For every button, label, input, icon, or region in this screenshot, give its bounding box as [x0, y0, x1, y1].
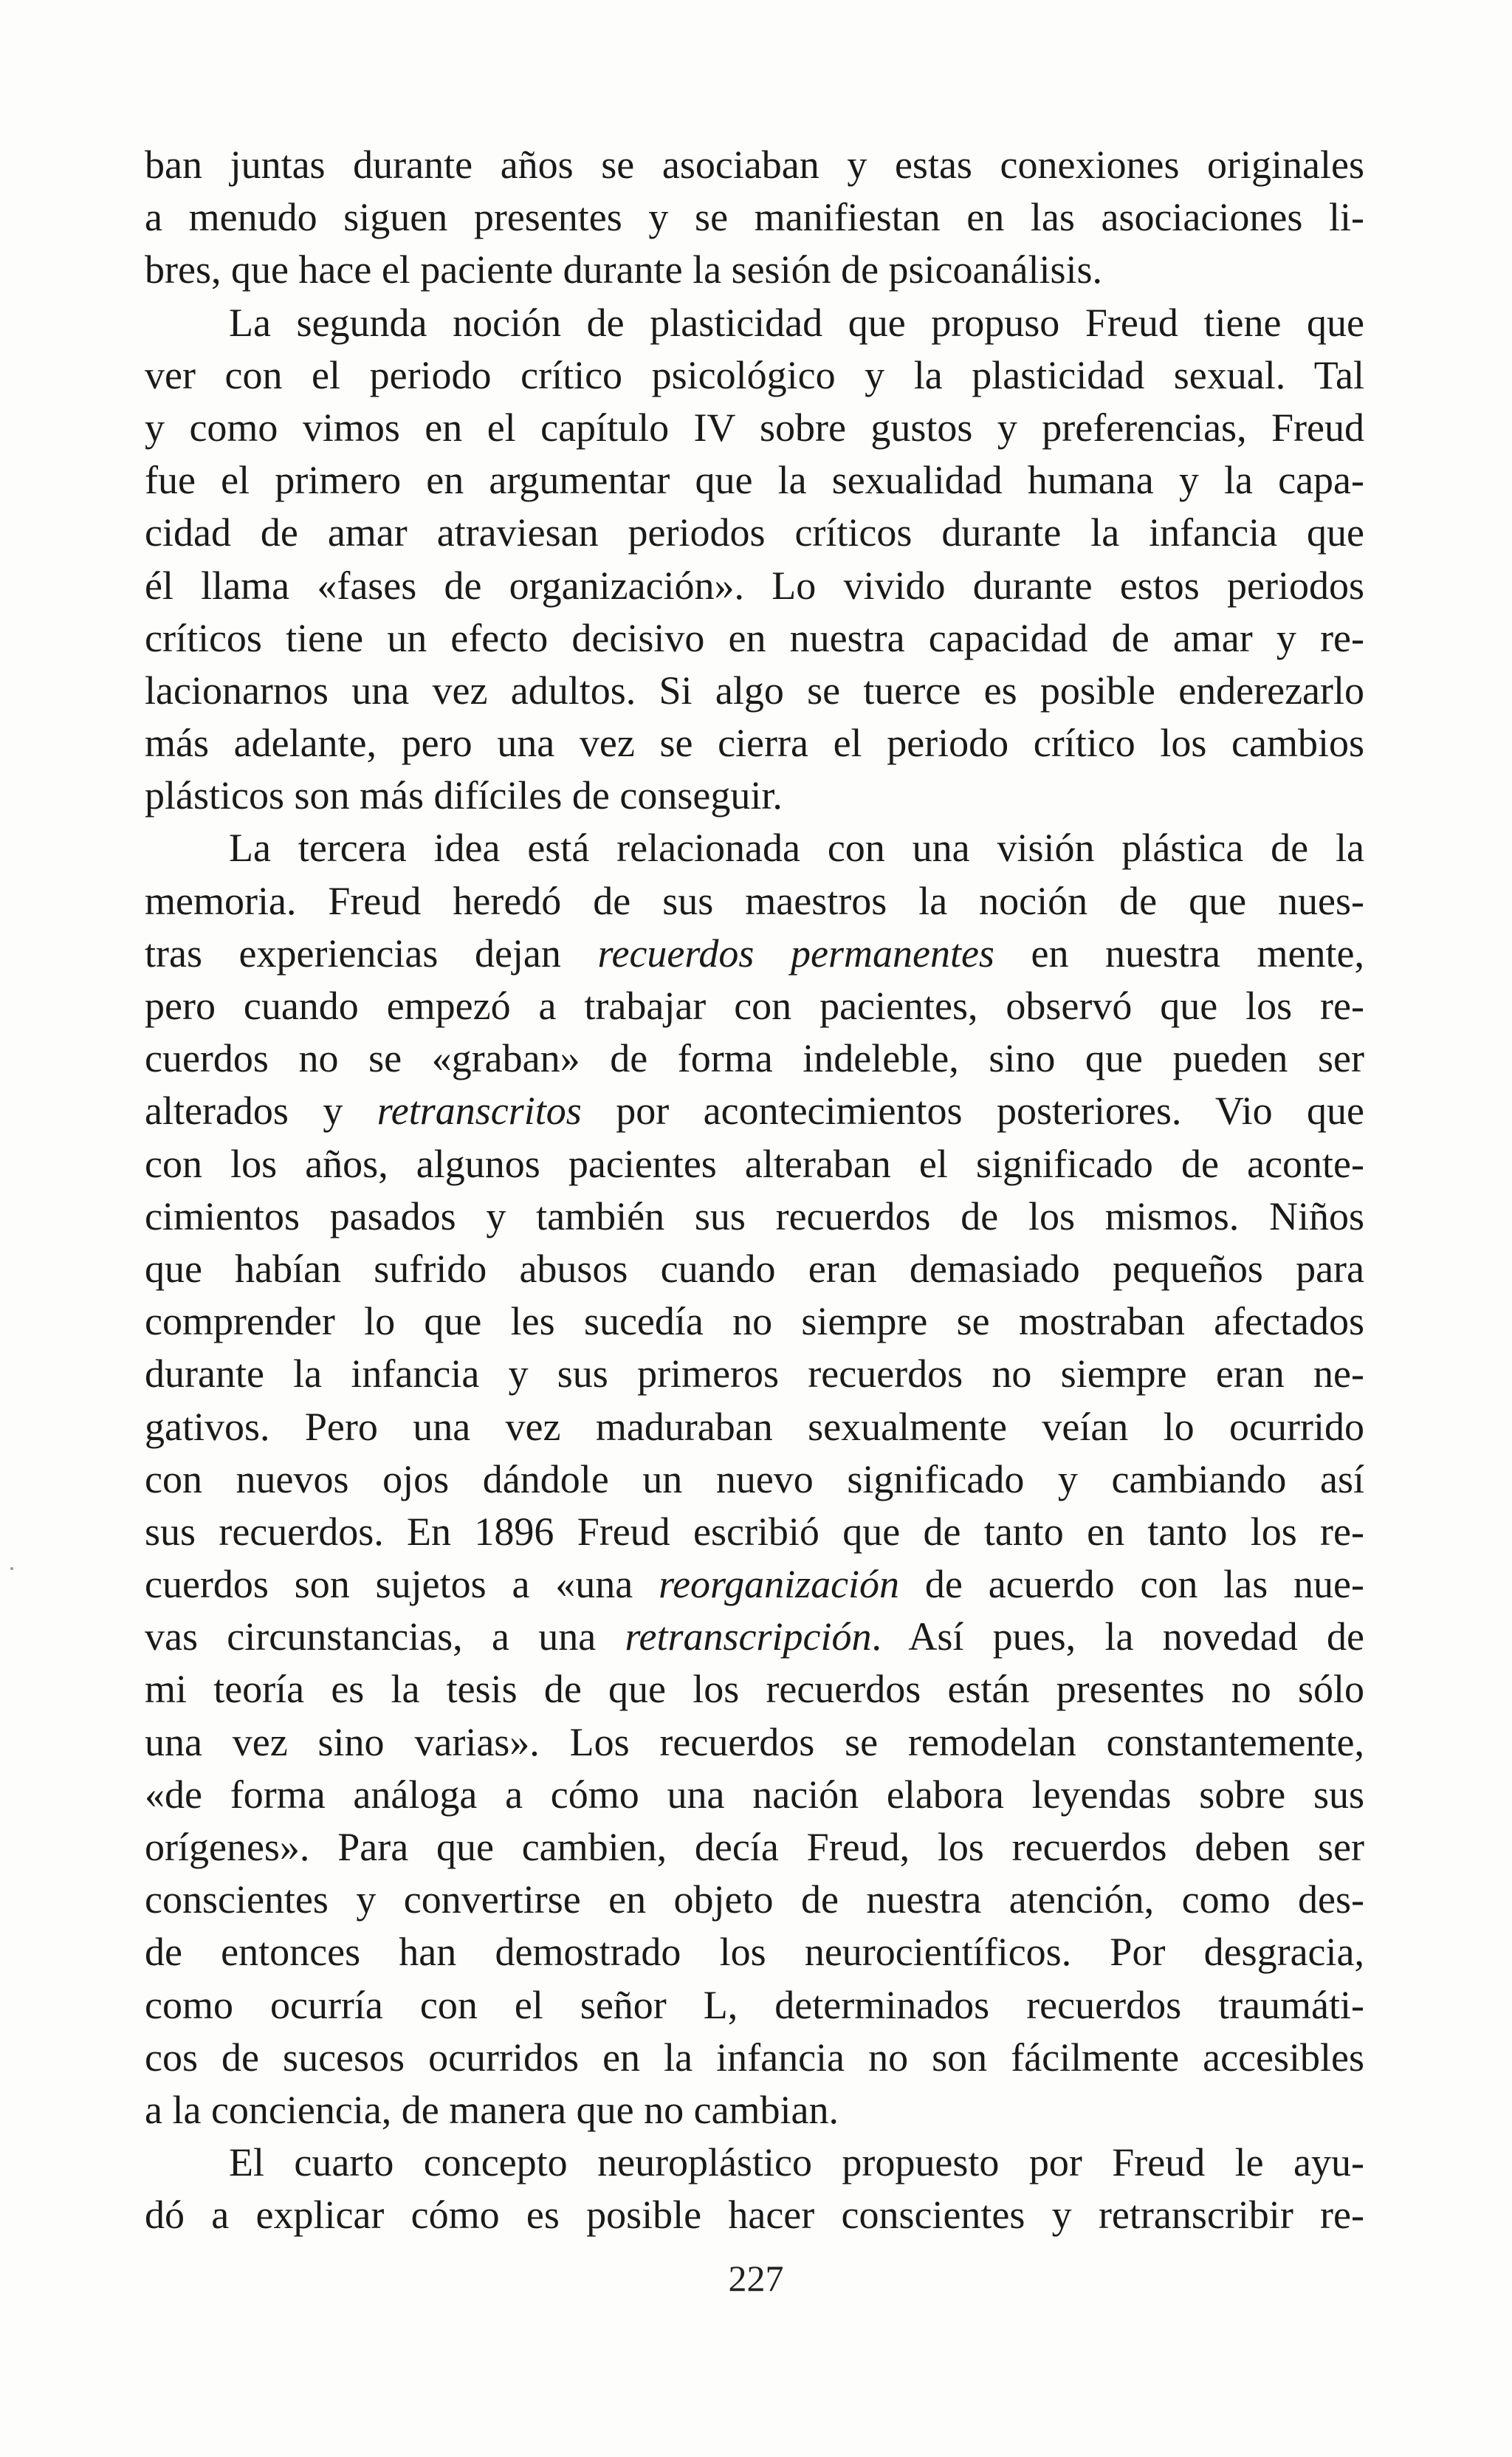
text-line: comprender lo que les sucedía no siempre se mostraban afectados — [145, 1299, 1364, 1344]
text-line: ver con el periodo crítico psicológico y la plasticidad sexual. Tal — [145, 352, 1364, 397]
text-line: lacionarnos una vez adultos. Si algo se tuerce es posible enderezarlo — [145, 668, 1364, 713]
italic-phrase: reorganización — [659, 1562, 900, 1607]
text-line: ban juntas durante años se asociaban y estas conexiones originales — [145, 143, 1364, 187]
text-line: tras experiencias dejan recuerdos permanentes en nuestra mente, — [145, 931, 1364, 976]
text-line: cuerdos no se «graban» de forma indeleble, sino que pueden ser — [145, 1036, 1364, 1081]
text-line: una vez sino varias». Los recuerdos se remodelan constantemente, — [145, 1719, 1364, 1764]
text-line: como ocurría con el señor L, determinados recuerdos traumáti- — [145, 1982, 1364, 2027]
text-line: El cuarto concepto neuroplástico propuesto por Freud le ayu- — [229, 2140, 1364, 2185]
text-line: gativos. Pero una vez maduraban sexualmente veían lo ocurrido — [145, 1404, 1364, 1449]
text-line: La segunda noción de plasticidad que propuso Freud tiene que — [229, 300, 1364, 345]
text-line: vas circunstancias, a una retranscripción. Así pues, la novedad de — [145, 1614, 1364, 1659]
text-line: críticos tiene un efecto decisivo en nuestra capacidad de amar y re- — [145, 615, 1364, 660]
text-line: memoria. Freud heredó de sus maestros la noción de que nues- — [145, 878, 1364, 923]
text-line: que habían sufrido abusos cuando eran demasiado pequeños para — [145, 1246, 1364, 1291]
italic-phrase: recuerdos permanentes — [597, 931, 994, 976]
text-line: mi teoría es la tesis de que los recuerdos están presentes no sólo — [145, 1667, 1364, 1712]
text-line: con nuevos ojos dándole un nuevo significado y cambiando así — [145, 1456, 1364, 1501]
text-line: sus recuerdos. En 1896 Freud escribió que de tanto en tanto los re- — [145, 1509, 1364, 1554]
text-line: cuerdos son sujetos a «una reorganización de acuerdo con las nue- — [145, 1562, 1364, 1607]
text-line: plásticos son más difíciles de conseguir. — [145, 773, 783, 818]
italic-phrase: retranscripción — [625, 1614, 872, 1659]
text-line: él llama «fases de organización». Lo vivido durante estos periodos — [145, 563, 1364, 608]
text-line: cimientos pasados y también sus recuerdos de los mismos. Niños — [145, 1193, 1364, 1238]
text-line: más adelante, pero una vez se cierra el periodo crítico los cambios — [145, 721, 1364, 766]
text-line: de entonces han demostrado los neurocientíficos. Por desgracia, — [145, 1930, 1364, 1975]
scan-speck — [10, 1567, 13, 1570]
text-line: con los años, algunos pacientes alteraban el significado de aconte- — [145, 1141, 1364, 1186]
text-line: a menudo siguen presentes y se manifiestan en las asociaciones li- — [145, 195, 1364, 240]
text-line: y como vimos en el capítulo IV sobre gustos y preferencias, Freud — [145, 405, 1364, 450]
text-line: alterados y retranscritos por acontecimientos posteriores. Vio que — [145, 1089, 1364, 1134]
text-line: cos de sucesos ocurridos en la infancia no son fácilmente accesibles — [145, 2035, 1364, 2080]
text-line: a la conciencia, de manera que no cambian. — [145, 2087, 839, 2132]
text-line: dó a explicar cómo es posible hacer conscientes y retranscribir re- — [145, 2193, 1364, 2238]
text-line: pero cuando empezó a trabajar con pacientes, observó que los re- — [145, 984, 1364, 1028]
italic-phrase: retranscritos — [377, 1089, 582, 1134]
text-line: bres, que hace el paciente durante la sesión de psicoanálisis. — [145, 247, 1103, 292]
text-line: «de forma análoga a cómo una nación elabora leyendas sobre sus — [145, 1772, 1364, 1817]
text-line: orígenes». Para que cambien, decía Freud, los recuerdos deben ser — [145, 1825, 1364, 1869]
text-line: fue el primero en argumentar que la sexualidad humana y la capa- — [145, 458, 1364, 503]
text-line: La tercera idea está relacionada con una visión plástica de la — [229, 826, 1364, 871]
text-line: conscientes y convertirse en objeto de nuestra atención, como des- — [145, 1877, 1364, 1922]
body-text — [145, 139, 1364, 2242]
text-line: durante la infancia y sus primeros recuerdos no siempre eran ne- — [145, 1351, 1364, 1397]
text-line: cidad de amar atraviesan periodos críticos durante la infancia que — [145, 510, 1364, 555]
page-number: 227 — [728, 2258, 784, 2299]
